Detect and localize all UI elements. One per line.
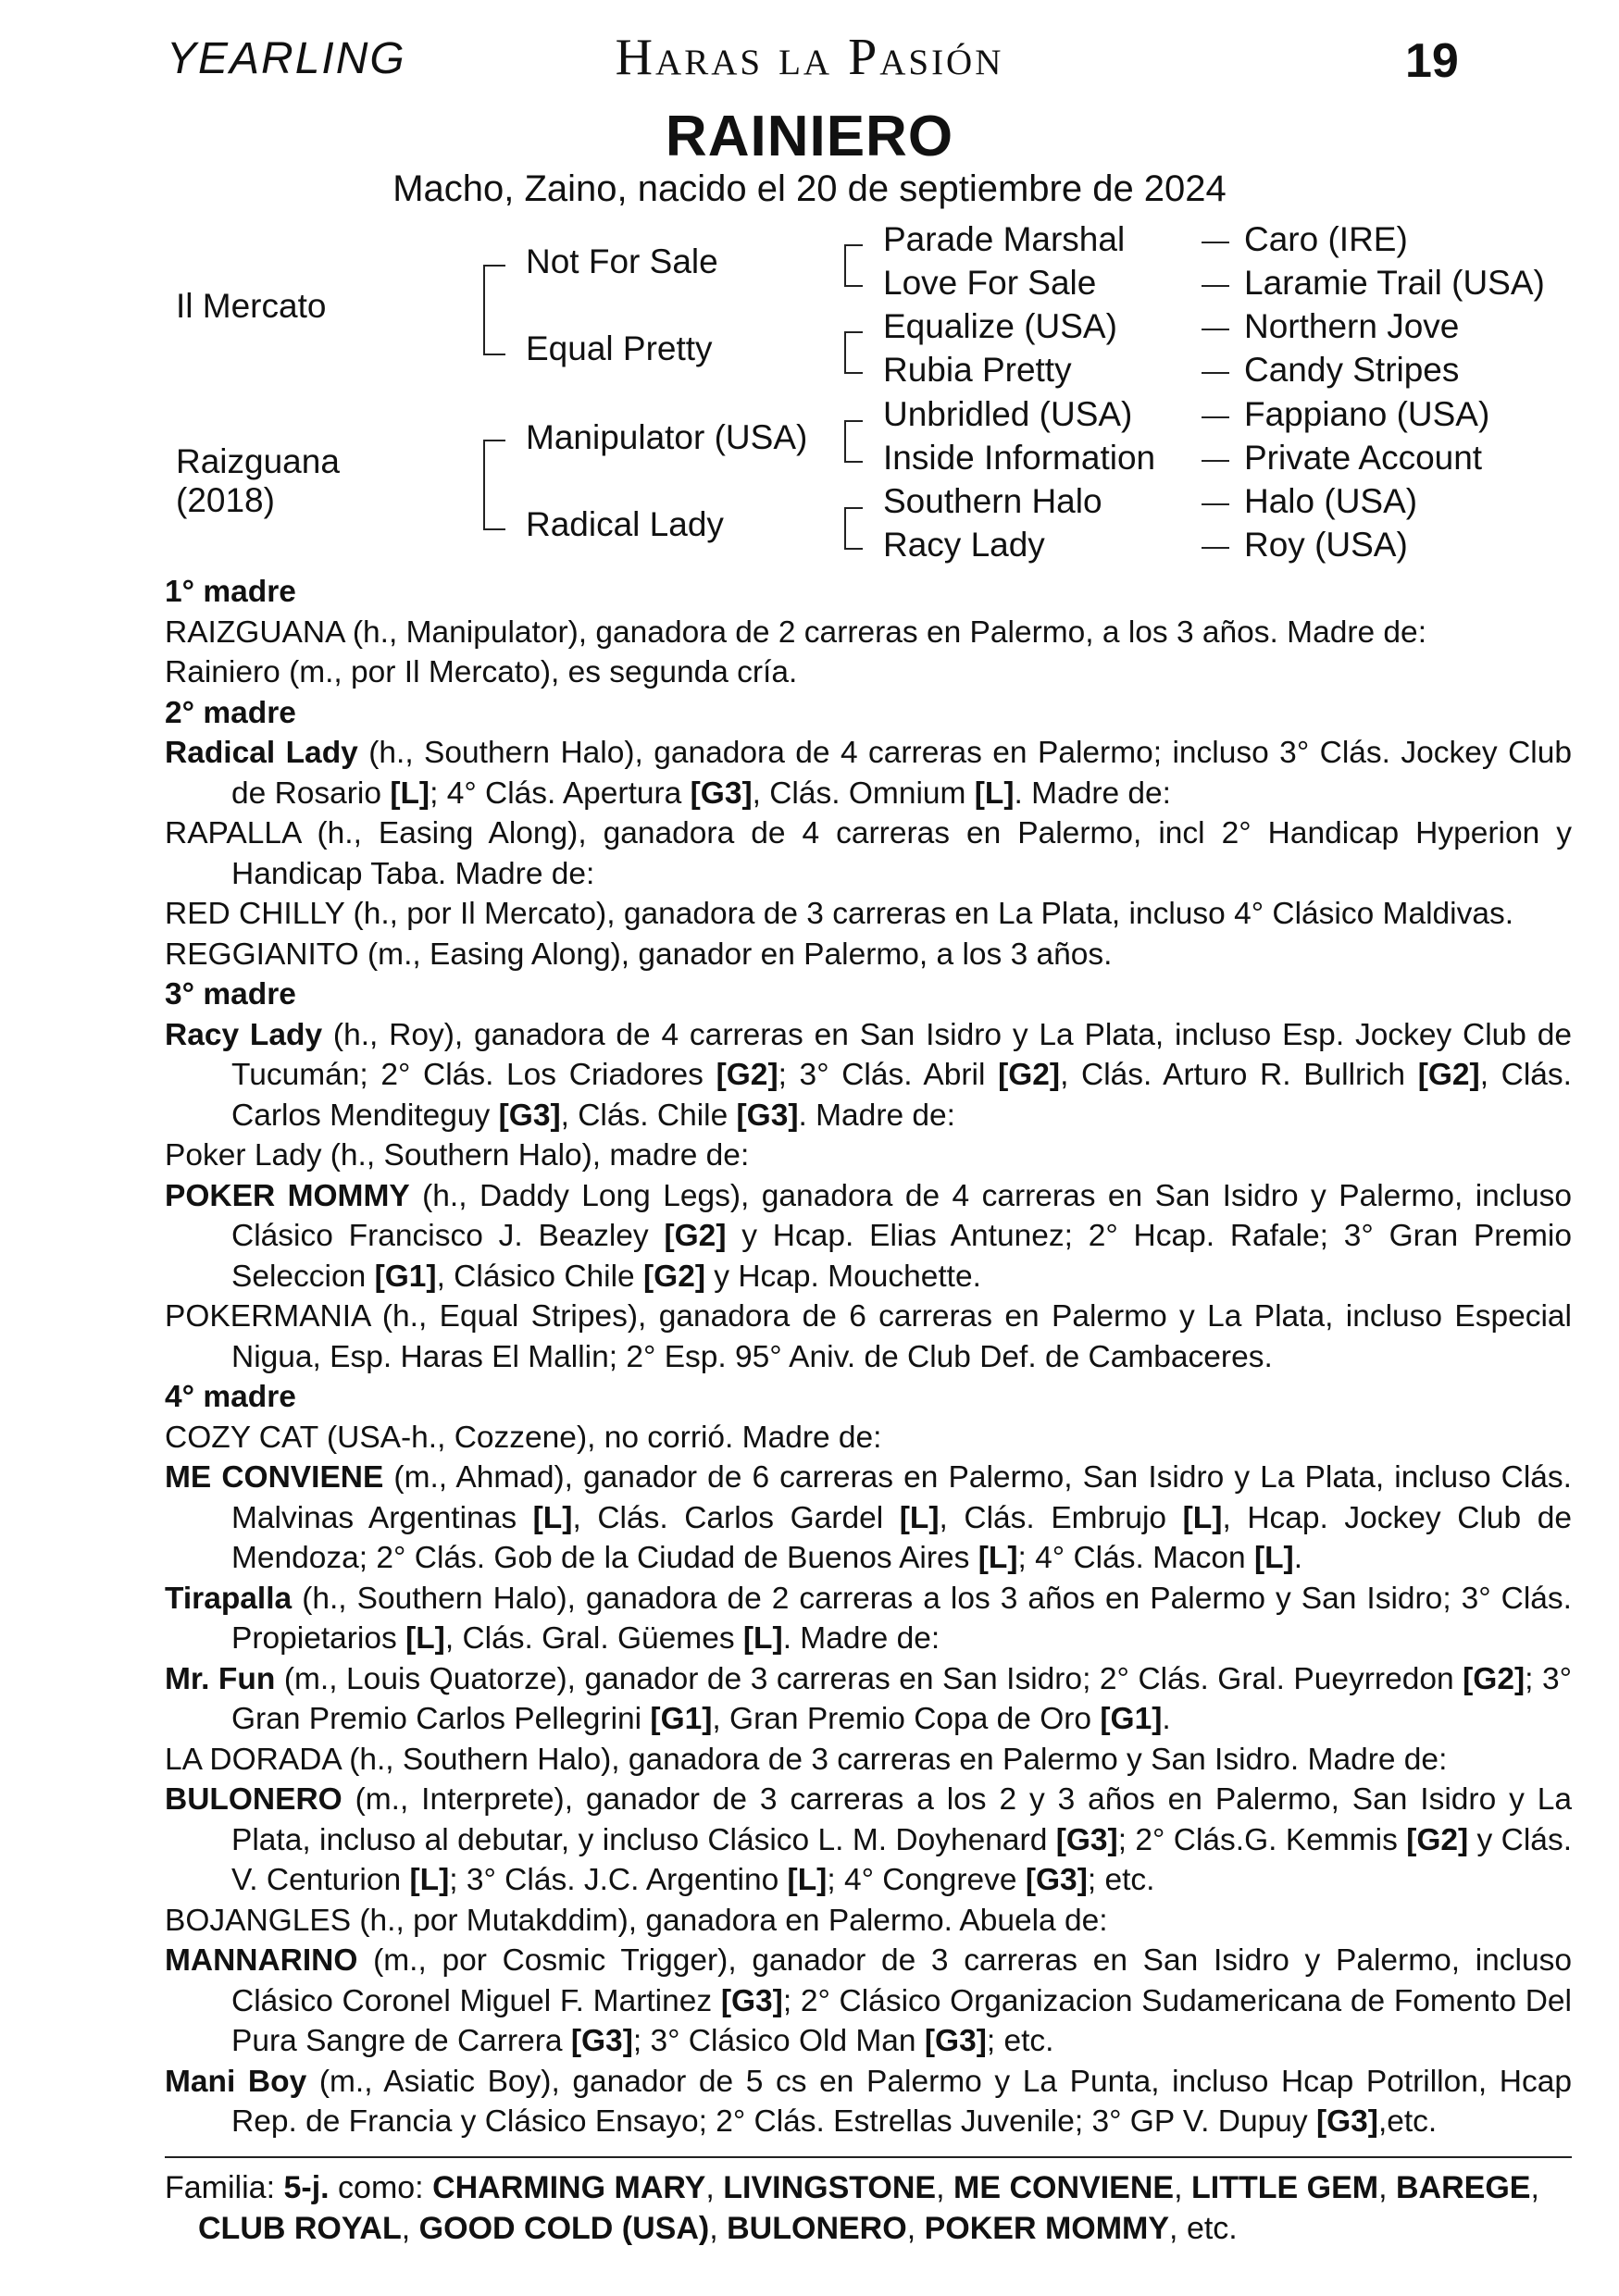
pedigree-gen4: Fappiano (USA) [1244,395,1490,433]
entry-cozy-cat: COZY CAT (USA-h., Cozzene), no corrió. Madre de: [165,1420,882,1455]
pedigree-bracket [844,507,863,550]
entry-reggianito: REGGIANITO (m., Easing Along), ganador en Palermo, a los 3 años. [165,937,1113,972]
pedigree-gen2: Radical Lady [526,505,724,543]
entry-red-chilly: RED CHILLY (h., por Il Mercato), ganadora de 3 carreras en La Plata, incluso 4° Clásico Maldivas. [165,897,1514,931]
pedigree-dam-year: (2018) [176,481,275,519]
horse-name: RAINIERO [665,105,954,168]
header-stud-name: Haras la Pasión [615,29,1004,86]
entry-racy-lady: Racy Lady (h., Roy), ganadora de 4 carreras en San Isidro y La Plata, incluso Esp. Jockey Club de Tucumán; 2° Clás. Los Criadores [G2]; 3° Clás. Abril [G2], Clás. Arturo R. Bullrich [G2], Clás. Carlos Menditeguy [G3], Clás. Chile [G3]. Madre de: [165,1017,1573,1133]
entry-mannarino: MANNARINO (m., por Cosmic Trigger), ganador de 3 carreras en San Isidro y Palermo, incluso Clásico Coronel Miguel F. Martinez [G3]; 2° Clásico Organizacion Sudamericana de Fomento Del Pura Sangre de Carrera [G3]; 3° Clásico Old Man [G3]; etc. [165,1943,1572,2058]
pedigree-gen3: Parade Marshal [883,220,1126,258]
entry-poker-lady: Poker Lady (h., Southern Halo), madre de: [165,1138,750,1173]
horse-description: Macho, Zaino, nacido el 20 de septiembre de 2024 [392,168,1227,209]
pedigree-gen2: Manipulator (USA) [526,418,808,456]
pedigree-gen3: Unbridled (USA) [883,395,1133,433]
pedigree-bracket [844,420,863,463]
pedigree-gen4: Private Account [1244,439,1483,477]
entry-pokermania: POKERMANIA (h., Equal Stripes), ganadora de 6 carreras en Palermo y La Plata, incluso Especial Nigua, Esp. Haras El Mallin; 2° Esp. 95° Aniv. de Club Def. de Cambaceres. [165,1299,1572,1374]
pedigree-gen3: Rubia Pretty [883,351,1072,389]
section-heading-1: 1° madre [165,575,296,609]
entry-raizguana: RAIZGUANA (h., Manipulator), ganadora de 2 carreras en Palermo, a los 3 años. Madre de: [165,614,1426,650]
pedigree-dash [1202,329,1229,330]
entry-mr-fun: Mr. Fun (m., Louis Quatorze), ganador de 3 carreras en San Isidro; 2° Clás. Gral. Pueyrredon [G2]; 3° Gran Premio Carlos Pellegrini [G1], Gran Premio Copa de Oro [G1]. [165,1661,1572,1736]
pedigree-dash [1202,285,1229,287]
pedigree-gen3: Equalize (USA) [883,307,1117,345]
pedigree-gen3: Inside Information [883,439,1156,477]
pedigree-gen3: Southern Halo [883,482,1102,520]
pedigree-gen4: Northern Jove [1244,307,1460,345]
page-number: 19 [1405,34,1459,88]
pedigree-dash [1202,503,1229,505]
family-line: Familia: 5-j. como: CHARMING MARY, LIVINGSTONE, ME CONVIENE, LITTLE GEM, BAREGE, CLUB ROYAL, GOOD COLD (USA), BULONERO, POKER MOMMY, etc. [165,2170,1539,2246]
entry-rapalla: RAPALLA (h., Easing Along), ganadora de 4 carreras en Palermo, incl 2° Handicap Hyperion y Handicap Taba. Madre de: [165,816,1572,891]
section-heading-2: 2° madre [165,695,296,730]
pedigree-bracket [483,265,505,355]
entry-me-conviene: ME CONVIENE (m., Ahmad), ganador de 6 carreras en Palermo, San Isidro y La Plata, incluso Clás. Malvinas Argentinas [L], Clás. Carlos Gardel [L], Clás. Embrujo [L], Hcap. Jockey Club de Mendoza; 2° Clás. Gob de la Ciudad de Buenos Aires [L]; 4° Clás. Macon [L]. [165,1460,1572,1575]
pedigree-dash [1202,416,1229,418]
pedigree-gen4: Laramie Trail (USA) [1244,264,1545,302]
section-heading-3: 3° madre [165,977,296,1011]
entry-bojangles: BOJANGLES (h., por Mutakddim), ganadora en Palermo. Abuela de: [165,1903,1108,1938]
pedigree-bracket [844,244,863,287]
family-footer [165,2167,1572,2249]
pedigree-gen4: Candy Stripes [1244,351,1460,389]
entry-poker-mommy: POKER MOMMY (h., Daddy Long Legs), ganadora de 4 carreras en San Isidro y Palermo, incluso Clásico Francisco J. Beazley [G2] y Hcap. Elias Antunez; 2° Hcap. Rafale; 3° Gran Premio Seleccion [G1], Clásico Chile [G2] y Hcap. Mouchette. [165,1178,1572,1294]
pedigree-gen4: Halo (USA) [1244,482,1418,520]
entry-rainiero: Rainiero (m., por Il Mercato), es segunda cría. [165,655,798,689]
pedigree-gen3: Racy Lady [883,526,1045,564]
pedigree-dash [1202,242,1229,243]
entry-la-dorada: LA DORADA (h., Southern Halo), ganadora de 3 carreras en Palermo y San Isidro. Madre de: [165,1742,1448,1777]
pedigree-gen2: Not For Sale [526,242,718,280]
pedigree-gen4: Roy (USA) [1244,526,1408,564]
pedigree-dash [1202,460,1229,462]
pedigree-dash [1202,372,1229,374]
entry-tirapalla: Tirapalla (h., Southern Halo), ganadora de 2 carreras a los 3 años en Palermo y San Isidro; 3° Clás. Propietarios [L], Clás. Gral. Güemes [L]. Madre de: [165,1581,1572,1656]
header-category: YEARLING [167,34,406,83]
section-heading-4: 4° madre [165,1380,296,1414]
pedigree-gen3: Love For Sale [883,264,1097,302]
pedigree-dam: Raizguana [176,442,340,480]
pedigree-bracket [844,331,863,374]
entry-radical-lady: Radical Lady (h., Southern Halo), ganadora de 4 carreras en Palermo; incluso 3° Clás. Jockey Club de Rosario [L]; 4° Clás. Apertura [G3], Clás. Omnium [L]. Madre de: [165,736,1572,811]
pedigree-gen4: Caro (IRE) [1244,220,1408,258]
dam-line-content [165,572,1572,2142]
pedigree-gen2: Equal Pretty [526,329,713,367]
entry-bulonero: BULONERO (m., Interprete), ganador de 3 carreras a los 2 y 3 años en Palermo, San Isidro y La Plata, incluso al debutar, y incluso Clásico L. M. Doyhenard [G3]; 2° Clás.G. Kemmis [G2] y Clás. V. Centurion [L]; 3° Clás. J.C. Argentino [L]; 4° Congreve [G3]; etc. [165,1782,1572,1897]
entry-mani-boy: Mani Boy (m., Asiatic Boy), ganador de 5 cs en Palermo y La Punta, incluso Hcap Potrillon, Hcap Rep. de Francia y Clásico Ensayo; 2° Clás. Estrellas Juvenile; 3° GP V. Dupuy [G3],etc. [165,2064,1572,2139]
pedigree-dash [1202,547,1229,549]
pedigree-bracket [483,440,505,530]
pedigree-sire: Il Mercato [176,287,327,325]
footer-divider [165,2156,1572,2158]
